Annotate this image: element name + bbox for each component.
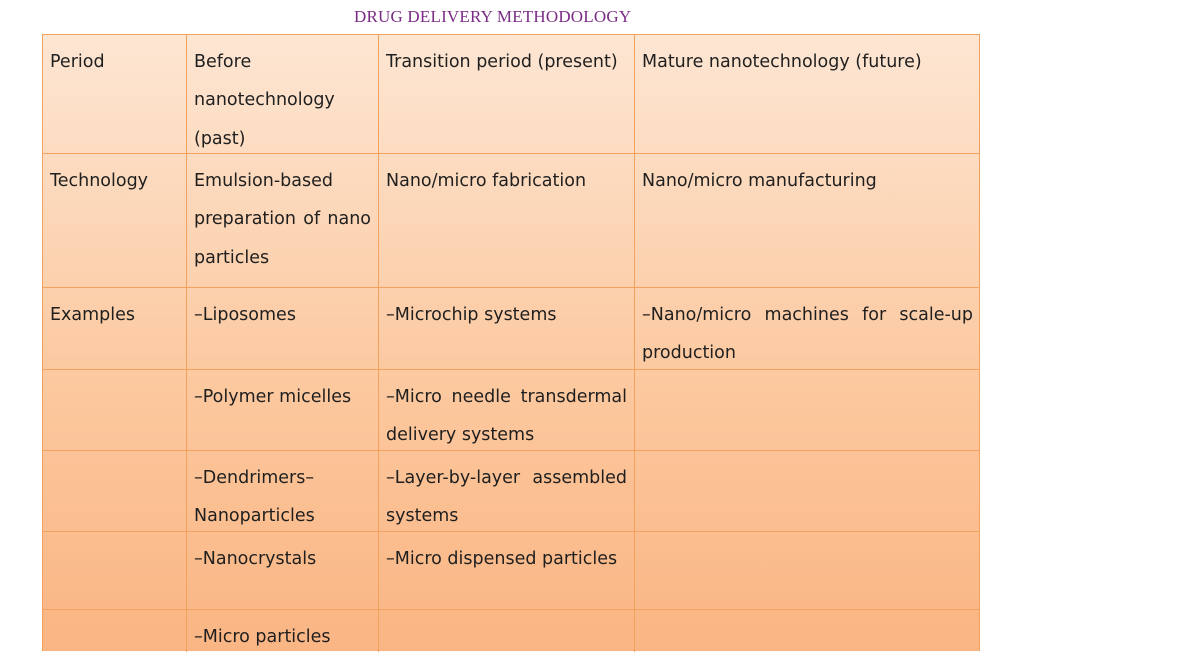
table-cell [635, 532, 980, 610]
table-cell: –Microchip systems [379, 288, 635, 370]
table-cell: Nano/micro manufacturing [635, 154, 980, 288]
table-cell: –Layer-by-layer assembled systems [379, 451, 635, 532]
table-cell: –Micro particles [187, 610, 379, 652]
table-cell [635, 610, 980, 652]
table-cell [43, 370, 187, 451]
table-cell: Mature nanotechnology (future) [635, 35, 980, 154]
table-cell: Before nanotechnology (past) [187, 35, 379, 154]
table-cell: Nano/micro fabrication [379, 154, 635, 288]
table-cell [379, 610, 635, 652]
table-cell: –Dendrimers–Nanoparticles [187, 451, 379, 532]
table-cell: –Micro needle transdermal delivery systems [379, 370, 635, 451]
table-cell: –Polymer micelles [187, 370, 379, 451]
table-cell [43, 451, 187, 532]
document-title: DRUG DELIVERY METHODOLOGY [354, 7, 632, 26]
methodology-table [42, 34, 980, 651]
table-cell [43, 532, 187, 610]
table-cell: Emulsion-based preparation of nano particles [187, 154, 379, 288]
table-cell: Period [43, 35, 187, 154]
table-cell [43, 610, 187, 652]
table-cell: Technology [43, 154, 187, 288]
table-cell: –Nano/micro machines for scale-up production [635, 288, 980, 370]
table-cell: –Nanocrystals [187, 532, 379, 610]
table-cell: –Micro dispensed particles [379, 532, 635, 610]
table-cell: –Liposomes [187, 288, 379, 370]
table-cell: Examples [43, 288, 187, 370]
table-cell [635, 451, 980, 532]
table-cell [635, 370, 980, 451]
table-cell: Transition period (present) [379, 35, 635, 154]
